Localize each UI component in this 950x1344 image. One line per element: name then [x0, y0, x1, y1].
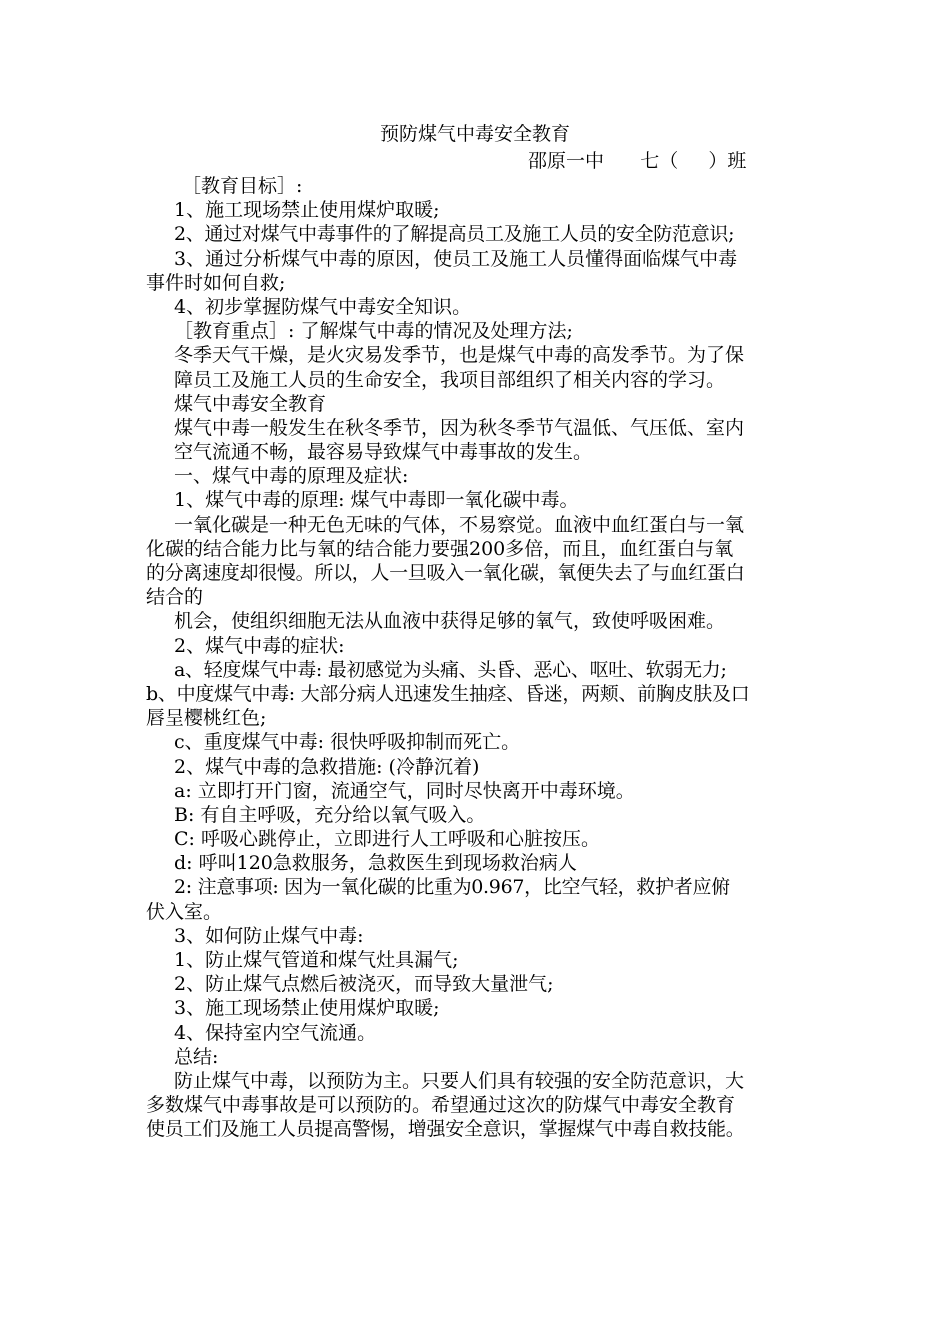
- body-line: 唇呈樱桃红色;: [146, 707, 267, 730]
- body-line: 煤气中毒一般发生在秋冬季节，因为秋冬季节气温低、气压低、室内: [174, 416, 745, 439]
- body-line: 2、防止煤气点燃后被浇灭，而导致大量泄气;: [174, 973, 554, 996]
- body-line: c、重度煤气中毒: 很快呼吸抑制而死亡。: [174, 731, 521, 754]
- body-line: 机会，使组织细胞无法从血液中获得足够的氧气，致使呼吸困难。: [174, 610, 726, 633]
- body-line: 一氧化碳是一种无色无味的气体，不易察觉。血液中血红蛋白与一氧: [174, 513, 745, 536]
- body-line: 空气流通不畅，最容易导致煤气中毒事故的发生。: [174, 441, 593, 464]
- body-line: 2、通过对煤气中毒事件的了解提高员工及施工人员的安全防范意识;: [174, 223, 735, 246]
- body-line: 冬季天气干燥，是火灾易发季节，也是煤气中毒的高发季节。为了保: [174, 344, 745, 367]
- body-line: a、轻度煤气中毒: 最初感觉为头痛、头昏、恶心、呕吐、软弱无力;: [174, 658, 727, 681]
- document-body: [146, 174, 806, 1142]
- section-heading: 一、煤气中毒的原理及症状:: [174, 465, 409, 488]
- body-line: 1、煤气中毒的原理: 煤气中毒即一氧化碳中毒。: [174, 489, 579, 512]
- document-title: 预防煤气中毒安全教育: [379, 123, 570, 145]
- body-line: 4、保持室内空气流通。: [174, 1021, 377, 1044]
- body-line: 事件时如何自救;: [146, 271, 286, 294]
- body-line: 防止煤气中毒，以预防为主。只要人们具有较强的安全防范意识，大: [174, 1069, 745, 1092]
- body-line: 3、通过分析煤气中毒的原因，使员工及施工人员懂得面临煤气中毒: [174, 247, 738, 270]
- body-line: 障员工及施工人员的生命安全，我项目部组织了相关内容的学习。: [174, 368, 726, 391]
- body-line: d: 呼叫120急救服务，急救医生到现场救治病人: [174, 852, 577, 875]
- body-line: 化碳的结合能力比与氧的结合能力要强200多倍，而且，血红蛋白与氧: [146, 537, 734, 560]
- section-heading: 3、如何防止煤气中毒:: [174, 924, 364, 947]
- body-line: 使员工们及施工人员提高警惕，增强安全意识，掌握煤气中毒自救技能。: [146, 1118, 745, 1141]
- body-line: 结合的: [146, 586, 204, 609]
- section-heading: 2、煤气中毒的急救措施: (冷静沉着): [174, 755, 480, 778]
- body-line: ［教育目标］:: [182, 175, 303, 197]
- body-line: 1、施工现场禁止使用煤炉取暖;: [174, 199, 440, 222]
- body-line: 1、防止煤气管道和煤气灶具漏气;: [174, 949, 459, 971]
- body-line: 4、初步掌握防煤气中毒安全知识。: [174, 295, 472, 318]
- document-subtitle: 邵原一中 七（ ）班: [528, 150, 747, 172]
- body-line: b、中度煤气中毒: 大部分病人迅速发生抽痉、昏迷，两颊、前胸皮肤及口: [146, 682, 750, 705]
- body-line: a: 立即打开门窗，流通空气，同时尽快离开中毒环境。: [174, 779, 635, 802]
- body-line: B: 有自主呼吸，充分给以氧气吸入。: [174, 803, 486, 826]
- section-heading: 2、煤气中毒的症状:: [174, 634, 345, 657]
- body-line: ［教育重点］: 了解煤气中毒的情况及处理方法;: [174, 320, 573, 343]
- section-heading: 煤气中毒安全教育: [174, 392, 327, 415]
- section-heading: 总结:: [174, 1045, 219, 1068]
- body-line: 伏入室。: [146, 900, 223, 923]
- body-line: 3、施工现场禁止使用煤炉取暖;: [174, 997, 440, 1020]
- body-line: 2: 注意事项: 因为一氧化碳的比重为0.967，比空气轻，救护者应俯: [174, 876, 730, 899]
- body-line: C: 呼吸心跳停止，立即进行人工呼吸和心脏按压。: [174, 828, 600, 851]
- body-line: 多数煤气中毒事故是可以预防的。希望通过这次的防煤气中毒安全教育: [146, 1094, 736, 1117]
- body-line: 的分离速度却很慢。所以，人一旦吸入一氧化碳，氧便失去了与血红蛋白: [146, 562, 745, 584]
